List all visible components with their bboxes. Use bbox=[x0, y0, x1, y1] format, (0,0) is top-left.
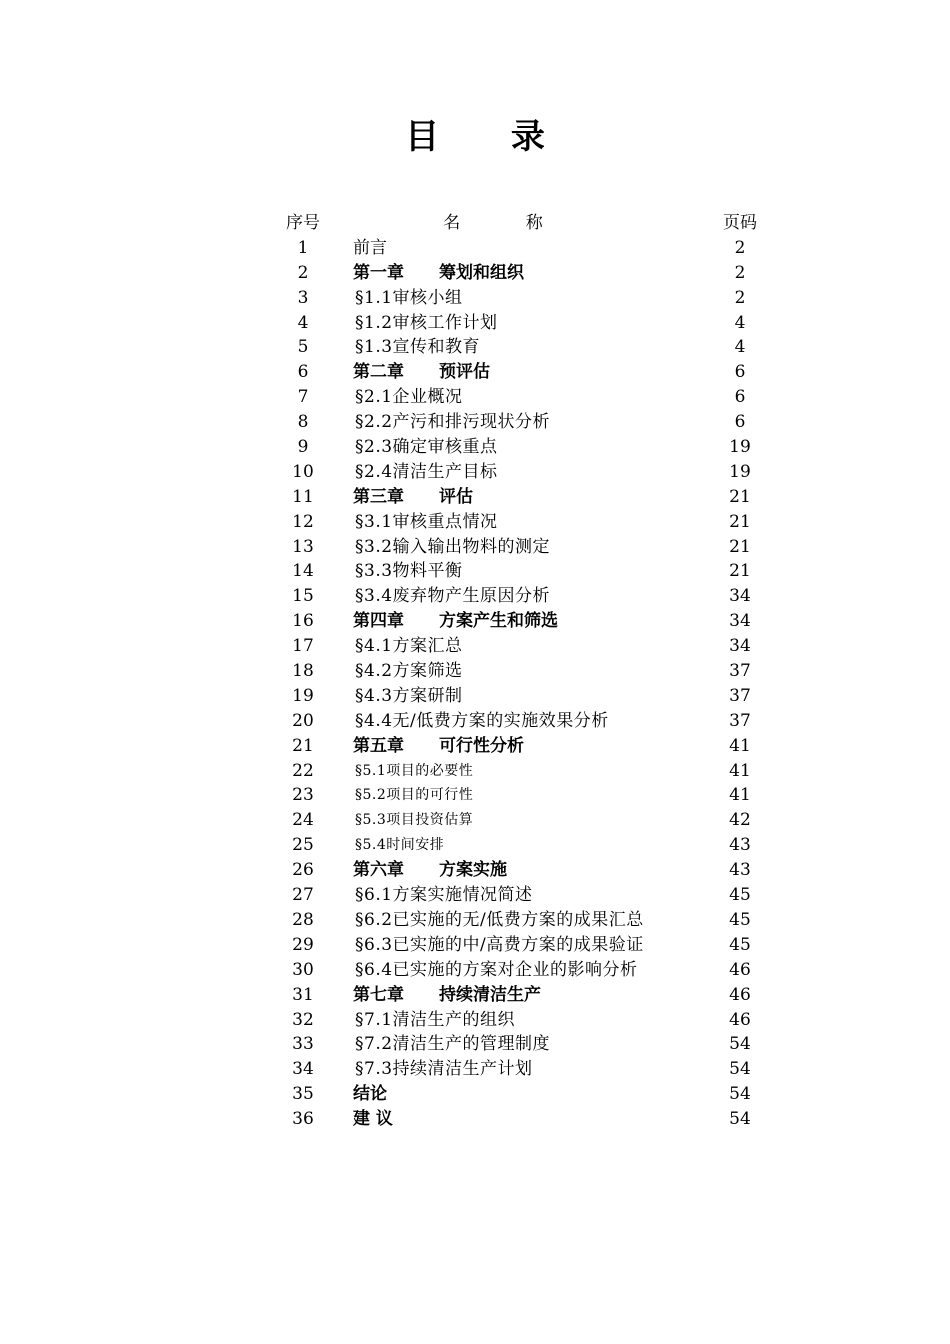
entry-name: §4.3方案研制 bbox=[355, 685, 463, 706]
entry-number: 29 bbox=[292, 934, 314, 955]
entry-name: §3.4废弃物产生原因分析 bbox=[355, 586, 551, 607]
entry-name: §5.1项目的必要性 bbox=[355, 762, 474, 779]
entry-name: §2.4清洁生产目标 bbox=[355, 461, 498, 482]
entry-number: 8 bbox=[297, 412, 309, 433]
entry-name: §1.1审核小组 bbox=[355, 287, 463, 308]
entry-name: §5.4时间安排 bbox=[355, 837, 445, 854]
entry-name: 结论 bbox=[353, 1084, 387, 1105]
entry-number: 7 bbox=[297, 387, 309, 408]
entry-number: 18 bbox=[292, 661, 314, 682]
toc-entry bbox=[270, 958, 770, 983]
toc-entry bbox=[270, 286, 770, 311]
toc-entry bbox=[270, 609, 770, 634]
entry-page: 54 bbox=[729, 1084, 751, 1105]
toc-entry bbox=[270, 1032, 770, 1057]
entry-page: 43 bbox=[729, 860, 751, 881]
entry-page: 6 bbox=[734, 362, 746, 383]
toc-entry bbox=[270, 659, 770, 684]
entry-number: 36 bbox=[292, 1109, 314, 1130]
entry-number: 6 bbox=[297, 362, 309, 383]
entry-number: 28 bbox=[292, 909, 314, 930]
entry-name: §4.4无/低费方案的实施效果分析 bbox=[355, 710, 609, 731]
entry-number: 15 bbox=[292, 586, 314, 607]
entry-number: 11 bbox=[292, 486, 314, 507]
entry-name: §6.1方案实施情况简述 bbox=[355, 885, 533, 906]
entry-number: 26 bbox=[292, 860, 314, 881]
entry-name bbox=[353, 261, 524, 286]
toc-entry bbox=[270, 858, 770, 883]
entry-page: 6 bbox=[734, 387, 746, 408]
entry-name: §5.3项目投资估算 bbox=[355, 812, 474, 829]
entry-number: 20 bbox=[292, 710, 314, 731]
entry-page: 34 bbox=[729, 586, 751, 607]
entry-page: 21 bbox=[729, 511, 751, 532]
entry-page: 21 bbox=[729, 561, 751, 582]
entry-name: §2.3确定审核重点 bbox=[355, 437, 498, 458]
chapter-title: 评估 bbox=[439, 486, 473, 507]
chapter-title: 方案实施 bbox=[439, 860, 507, 881]
entry-page: 45 bbox=[729, 909, 751, 930]
entry-page: 19 bbox=[729, 461, 751, 482]
entry-page: 21 bbox=[729, 486, 751, 507]
page-title: 目 录 bbox=[405, 117, 575, 157]
entry-name: §1.2审核工作计划 bbox=[355, 312, 498, 333]
entry-number: 4 bbox=[297, 312, 309, 333]
toc-entry bbox=[270, 236, 770, 261]
header-name: 名 称 bbox=[443, 213, 573, 233]
chapter-label: 第七章 bbox=[353, 984, 404, 1005]
header-num: 序号 bbox=[286, 213, 320, 233]
entry-number: 23 bbox=[292, 785, 314, 806]
toc-entry bbox=[270, 460, 770, 485]
toc-entry bbox=[270, 535, 770, 560]
entry-number: 34 bbox=[292, 1059, 314, 1080]
entry-name bbox=[353, 734, 524, 759]
toc-entry bbox=[270, 883, 770, 908]
entry-number: 19 bbox=[292, 685, 314, 706]
entry-number: 33 bbox=[292, 1034, 314, 1055]
toc-entry bbox=[270, 584, 770, 609]
toc-entry bbox=[270, 759, 770, 784]
toc-rows bbox=[270, 236, 770, 1132]
chapter-title: 可行性分析 bbox=[439, 735, 524, 756]
entry-name: §3.3物料平衡 bbox=[355, 561, 463, 582]
toc-entry bbox=[270, 1008, 770, 1033]
entry-page: 2 bbox=[734, 262, 746, 283]
entry-page: 43 bbox=[729, 835, 751, 856]
chapter-title: 方案产生和筛选 bbox=[439, 611, 558, 632]
entry-page: 45 bbox=[729, 934, 751, 955]
entry-number: 3 bbox=[297, 287, 309, 308]
toc-entry bbox=[270, 435, 770, 460]
entry-page: 46 bbox=[729, 959, 751, 980]
entry-name: 前言 bbox=[353, 237, 387, 258]
entry-page: 21 bbox=[729, 536, 751, 557]
entry-number: 16 bbox=[292, 611, 314, 632]
entry-name: §6.2已实施的无/低费方案的成果汇总 bbox=[355, 909, 644, 930]
entry-number: 2 bbox=[297, 262, 309, 283]
entry-number: 31 bbox=[292, 984, 314, 1005]
entry-page: 4 bbox=[734, 337, 746, 358]
entry-page: 45 bbox=[729, 885, 751, 906]
toc-entry bbox=[270, 559, 770, 584]
entry-number: 32 bbox=[292, 1009, 314, 1030]
entry-page: 42 bbox=[729, 810, 751, 831]
entry-name: §4.2方案筛选 bbox=[355, 661, 463, 682]
entry-page: 37 bbox=[729, 710, 751, 731]
toc-entry bbox=[270, 1082, 770, 1107]
chapter-label: 第一章 bbox=[353, 262, 404, 283]
entry-name bbox=[353, 983, 541, 1008]
chapter-label: 第六章 bbox=[353, 860, 404, 881]
toc-entry bbox=[270, 510, 770, 535]
toc-entry bbox=[270, 983, 770, 1008]
toc-entry bbox=[270, 634, 770, 659]
entry-name: §3.1审核重点情况 bbox=[355, 511, 498, 532]
entry-name bbox=[353, 858, 507, 883]
entry-name: §4.1方案汇总 bbox=[355, 636, 463, 657]
chapter-title: 预评估 bbox=[439, 362, 490, 383]
entry-page: 54 bbox=[729, 1059, 751, 1080]
entry-name: §7.3持续清洁生产计划 bbox=[355, 1059, 533, 1080]
entry-page: 4 bbox=[734, 312, 746, 333]
toc-entry bbox=[270, 734, 770, 759]
toc-entry bbox=[270, 1107, 770, 1132]
toc-entry bbox=[270, 808, 770, 833]
entry-name: §1.3宣传和教育 bbox=[355, 337, 481, 358]
entry-page: 34 bbox=[729, 611, 751, 632]
toc-entry bbox=[270, 261, 770, 286]
entry-name bbox=[353, 485, 473, 510]
toc-entry bbox=[270, 360, 770, 385]
entry-number: 24 bbox=[292, 810, 314, 831]
toc-entry bbox=[270, 908, 770, 933]
toc-entry bbox=[270, 709, 770, 734]
entry-name: §3.2输入输出物料的测定 bbox=[355, 536, 551, 557]
entry-name: §2.2产污和排污现状分析 bbox=[355, 412, 551, 433]
toc-entry bbox=[270, 335, 770, 360]
entry-name: §6.3已实施的中/高费方案的成果验证 bbox=[355, 934, 644, 955]
entry-name: §2.1企业概况 bbox=[355, 387, 463, 408]
entry-page: 46 bbox=[729, 984, 751, 1005]
toc-entry bbox=[270, 485, 770, 510]
toc-entry bbox=[270, 833, 770, 858]
chapter-title: 持续清洁生产 bbox=[439, 984, 541, 1005]
entry-name bbox=[353, 609, 558, 634]
entry-number: 17 bbox=[292, 636, 314, 657]
entry-number: 12 bbox=[292, 511, 314, 532]
table-of-contents bbox=[270, 211, 770, 1132]
toc-entry bbox=[270, 933, 770, 958]
entry-name bbox=[353, 360, 490, 385]
entry-page: 2 bbox=[734, 287, 746, 308]
entry-number: 30 bbox=[292, 959, 314, 980]
chapter-label: 第三章 bbox=[353, 486, 404, 507]
entry-page: 41 bbox=[729, 735, 751, 756]
entry-name: 建 议 bbox=[353, 1109, 393, 1130]
entry-page: 6 bbox=[734, 412, 746, 433]
entry-number: 9 bbox=[297, 437, 309, 458]
toc-entry bbox=[270, 410, 770, 435]
entry-number: 14 bbox=[292, 561, 314, 582]
entry-page: 2 bbox=[734, 237, 746, 258]
entry-number: 27 bbox=[292, 885, 314, 906]
chapter-label: 第二章 bbox=[353, 362, 404, 383]
toc-entry bbox=[270, 684, 770, 709]
entry-page: 34 bbox=[729, 636, 751, 657]
entry-page: 46 bbox=[729, 1009, 751, 1030]
entry-name: §6.4已实施的方案对企业的影响分析 bbox=[355, 959, 638, 980]
entry-page: 41 bbox=[729, 760, 751, 781]
entry-name: §5.2项目的可行性 bbox=[355, 787, 474, 804]
entry-page: 19 bbox=[729, 437, 751, 458]
toc-entry bbox=[270, 311, 770, 336]
toc-header-row bbox=[270, 211, 770, 236]
entry-name: §7.2清洁生产的管理制度 bbox=[355, 1034, 551, 1055]
chapter-title: 筹划和组织 bbox=[439, 262, 524, 283]
entry-number: 35 bbox=[292, 1084, 314, 1105]
entry-page: 41 bbox=[729, 785, 751, 806]
entry-number: 10 bbox=[292, 461, 314, 482]
toc-entry bbox=[270, 385, 770, 410]
toc-entry bbox=[270, 1057, 770, 1082]
header-page: 页码 bbox=[723, 213, 757, 233]
entry-page: 37 bbox=[729, 661, 751, 682]
toc-entry bbox=[270, 783, 770, 808]
entry-page: 54 bbox=[729, 1034, 751, 1055]
entry-number: 22 bbox=[292, 760, 314, 781]
entry-number: 25 bbox=[292, 835, 314, 856]
entry-name: §7.1清洁生产的组织 bbox=[355, 1009, 516, 1030]
entry-number: 5 bbox=[297, 337, 309, 358]
entry-number: 13 bbox=[292, 536, 314, 557]
chapter-label: 第四章 bbox=[353, 611, 404, 632]
entry-number: 21 bbox=[292, 735, 314, 756]
chapter-label: 第五章 bbox=[353, 735, 404, 756]
entry-page: 54 bbox=[729, 1109, 751, 1130]
entry-page: 37 bbox=[729, 685, 751, 706]
entry-number: 1 bbox=[297, 237, 309, 258]
